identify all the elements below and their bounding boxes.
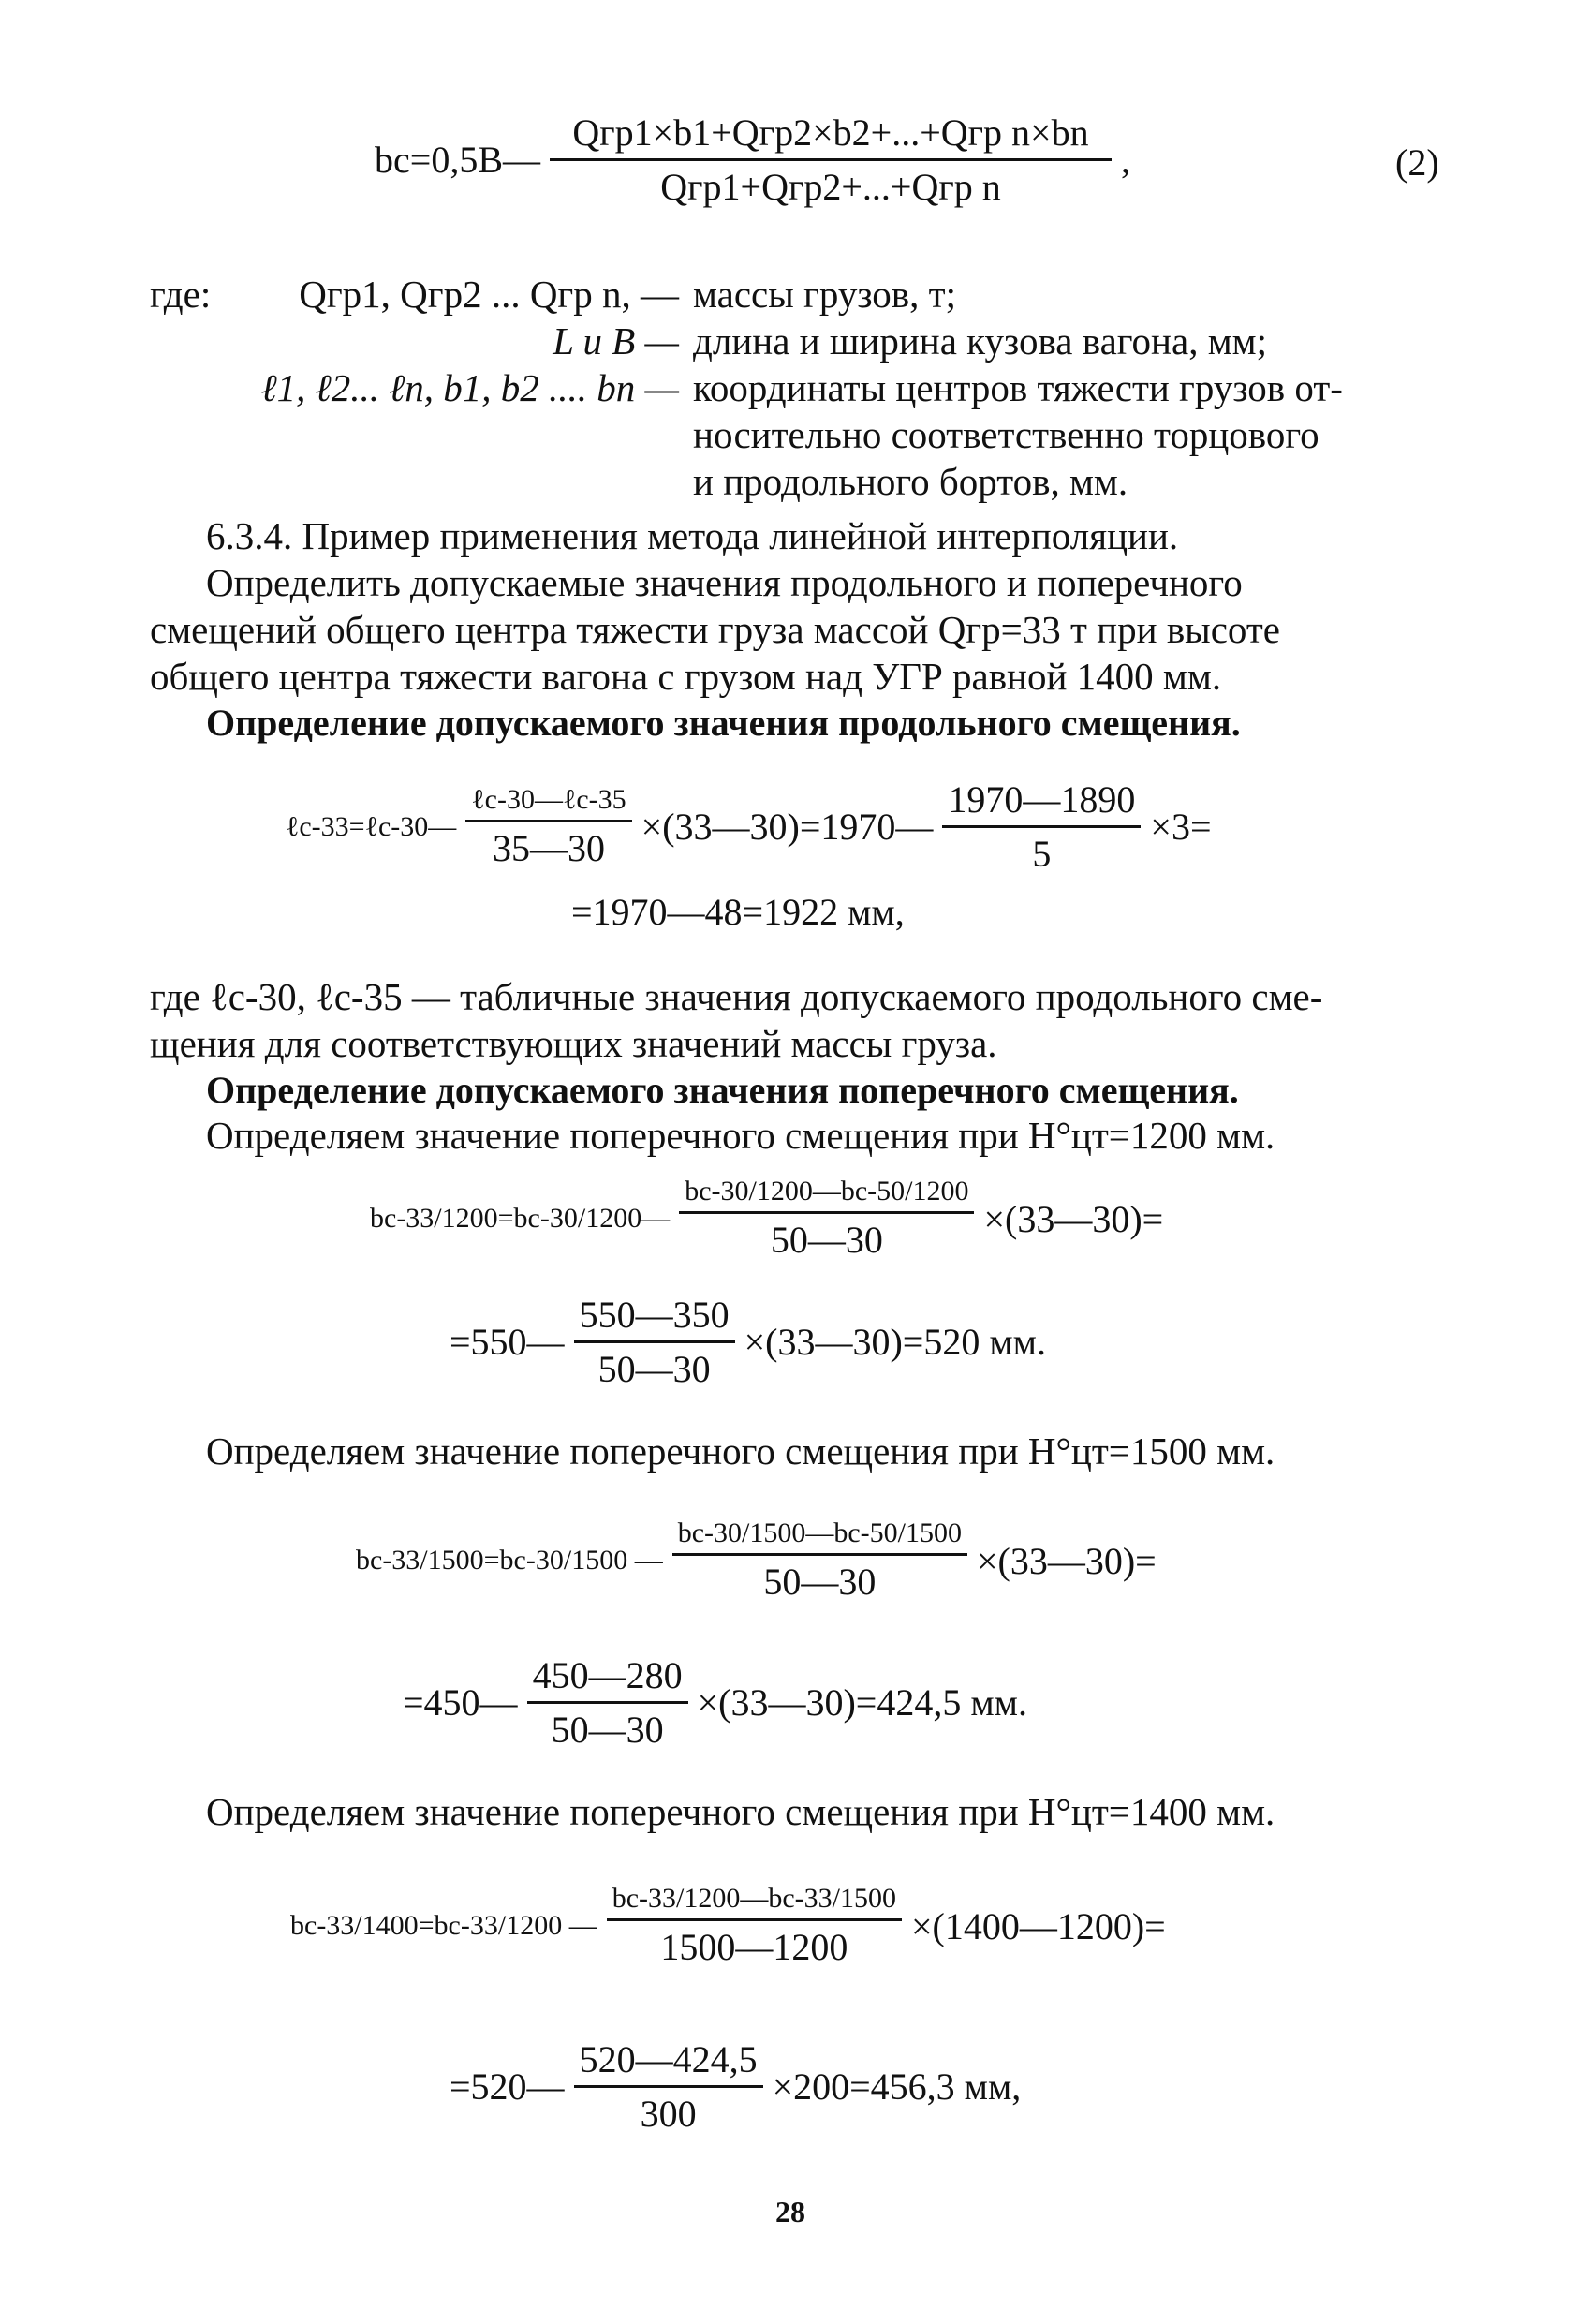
determine-1500: Определяем значение поперечного смещения при H°цт=1500 мм. — [206, 1429, 1275, 1473]
eq1-num-2: 1970—1890 — [942, 777, 1141, 828]
eq4-den-2: 300 — [640, 2093, 697, 2135]
legend-desc-2: длина и ширина кузова вагона, мм; — [693, 319, 1267, 363]
equation-4 — [290, 1883, 1166, 1969]
para-line-1: Определить допускаемые значения продольного и поперечного — [206, 561, 1243, 604]
eq2-den-2: 50—30 — [597, 1348, 711, 1390]
legend-desc-4: носительно соответственно торцового — [693, 413, 1319, 456]
eq1-den-2: 5 — [1032, 833, 1052, 875]
eq4-den: 1500—1200 — [660, 1926, 848, 1968]
equation-1 — [286, 777, 1212, 876]
eq3-fraction-2 — [527, 1653, 688, 1752]
eq3-den-2: 50—30 — [551, 1709, 664, 1751]
eq1-den-1: 35—30 — [492, 826, 605, 869]
eq3-num-2: 450—280 — [527, 1653, 688, 1704]
eq4-lhs: bc-33/1400=bc-33/1200 — — [290, 1910, 597, 1941]
where-label: где: — [150, 273, 212, 316]
formula-2-fraction — [550, 111, 1112, 209]
formula-2-number: (2) — [1395, 141, 1439, 184]
legend-desc-3: координаты центров тяжести грузов от- — [693, 366, 1343, 409]
eq3-lhs2: =450— — [403, 1681, 518, 1724]
para-line-3: общего центра тяжести вагона с грузом над УГР равной 1400 мм. — [150, 655, 1222, 698]
eq1-result: =1970—48=1922 мм, — [571, 891, 905, 933]
eq4-lhs2: =520— — [450, 2065, 565, 2108]
formula-2 — [375, 111, 1130, 209]
formula-2-numerator: Qгр1×b1+Qгр2×b2+...+Qгр n×bn — [550, 111, 1112, 161]
eq1-lhs: ℓc-33=ℓc-30— — [286, 810, 457, 842]
eq4-num: bc-33/1200—bc-33/1500 — [607, 1883, 902, 1921]
eq3-tail2: ×(33—30)=424,5 мм. — [697, 1681, 1027, 1724]
formula-2-denominator: Qгр1+Qгр2+...+Qгр n — [660, 166, 1001, 208]
where-line-1: где ℓc-30, ℓc-35 — табличные значения допускаемого продольного сме- — [150, 975, 1323, 1018]
page-number: 28 — [775, 2195, 805, 2228]
eq4-tail: ×(1400—1200)= — [910, 1904, 1166, 1947]
legend-symbol-3: ℓ1, ℓ2... ℓn, b1, b2 .... bn — — [260, 366, 679, 409]
determine-1200: Определяем значение поперечного смещения при H°цт=1200 мм. — [206, 1114, 1275, 1157]
eq1-mid: ×(33—30)=1970— — [641, 806, 934, 848]
eq2-fraction-2 — [574, 1293, 735, 1391]
eq2-lhs2: =550— — [450, 1321, 565, 1363]
eq2-den: 50—30 — [770, 1219, 883, 1261]
legend-symbol-1: Qгр1, Qгр2 ... Qгр n, — — [299, 273, 679, 316]
where-line-2: щения для соответствующих значений массы груза. — [150, 1022, 997, 1065]
legend-symbol-2: L и B — — [553, 319, 679, 363]
eq2-num-2: 550—350 — [574, 1293, 735, 1343]
eq2-lhs: bc-33/1200=bc-30/1200— — [370, 1203, 671, 1234]
equation-2 — [370, 1176, 1163, 1262]
equation-3b — [403, 1653, 1027, 1752]
eq3-num: bc-30/1500—bc-50/1500 — [672, 1517, 967, 1556]
equation-4b — [450, 2037, 1021, 2136]
formula-2-comma: , — [1121, 139, 1130, 181]
eq3-lhs: bc-33/1500=bc-30/1500 — — [356, 1545, 663, 1576]
eq1-num-1: ℓc-30—ℓc-35 — [465, 784, 631, 822]
equation-3 — [356, 1517, 1157, 1604]
eq2-fraction — [679, 1176, 974, 1262]
eq3-tail: ×(33—30)= — [976, 1539, 1157, 1582]
eq4-fraction-2 — [574, 2037, 763, 2136]
eq4-num-2: 520—424,5 — [574, 2037, 763, 2088]
eq3-fraction — [672, 1517, 967, 1604]
section-heading: 6.3.4. Пример применения метода линейной интерполяции. — [206, 514, 1179, 557]
legend-desc-1: массы грузов, т; — [693, 273, 956, 316]
eq4-tail2: ×200=456,3 мм, — [772, 2065, 1022, 2108]
formula-2-lhs: bc=0,5B— — [375, 139, 540, 181]
legend-desc-5: и продольного бортов, мм. — [693, 460, 1128, 503]
eq1-fraction-1 — [465, 784, 631, 870]
eq3-den: 50—30 — [763, 1561, 877, 1603]
eq4-fraction — [607, 1883, 902, 1969]
determine-1400: Определяем значение поперечного смещения при H°цт=1400 мм. — [206, 1790, 1275, 1833]
bold-heading-longitudinal: Определение допускаемого значения продольного смещения. — [206, 702, 1241, 744]
equation-2b — [450, 1293, 1046, 1391]
bold-heading-transverse: Определение допускаемого значения поперечного смещения. — [206, 1069, 1239, 1111]
eq2-num: bc-30/1200—bc-50/1200 — [679, 1176, 974, 1214]
para-line-2: смещений общего центра тяжести груза массой Qгр=33 т при высоте — [150, 608, 1280, 651]
eq1-fraction-2 — [942, 777, 1141, 876]
eq2-tail: ×(33—30)= — [983, 1197, 1164, 1240]
eq2-tail2: ×(33—30)=520 мм. — [744, 1321, 1046, 1363]
eq1-tail: ×3= — [1150, 806, 1212, 848]
